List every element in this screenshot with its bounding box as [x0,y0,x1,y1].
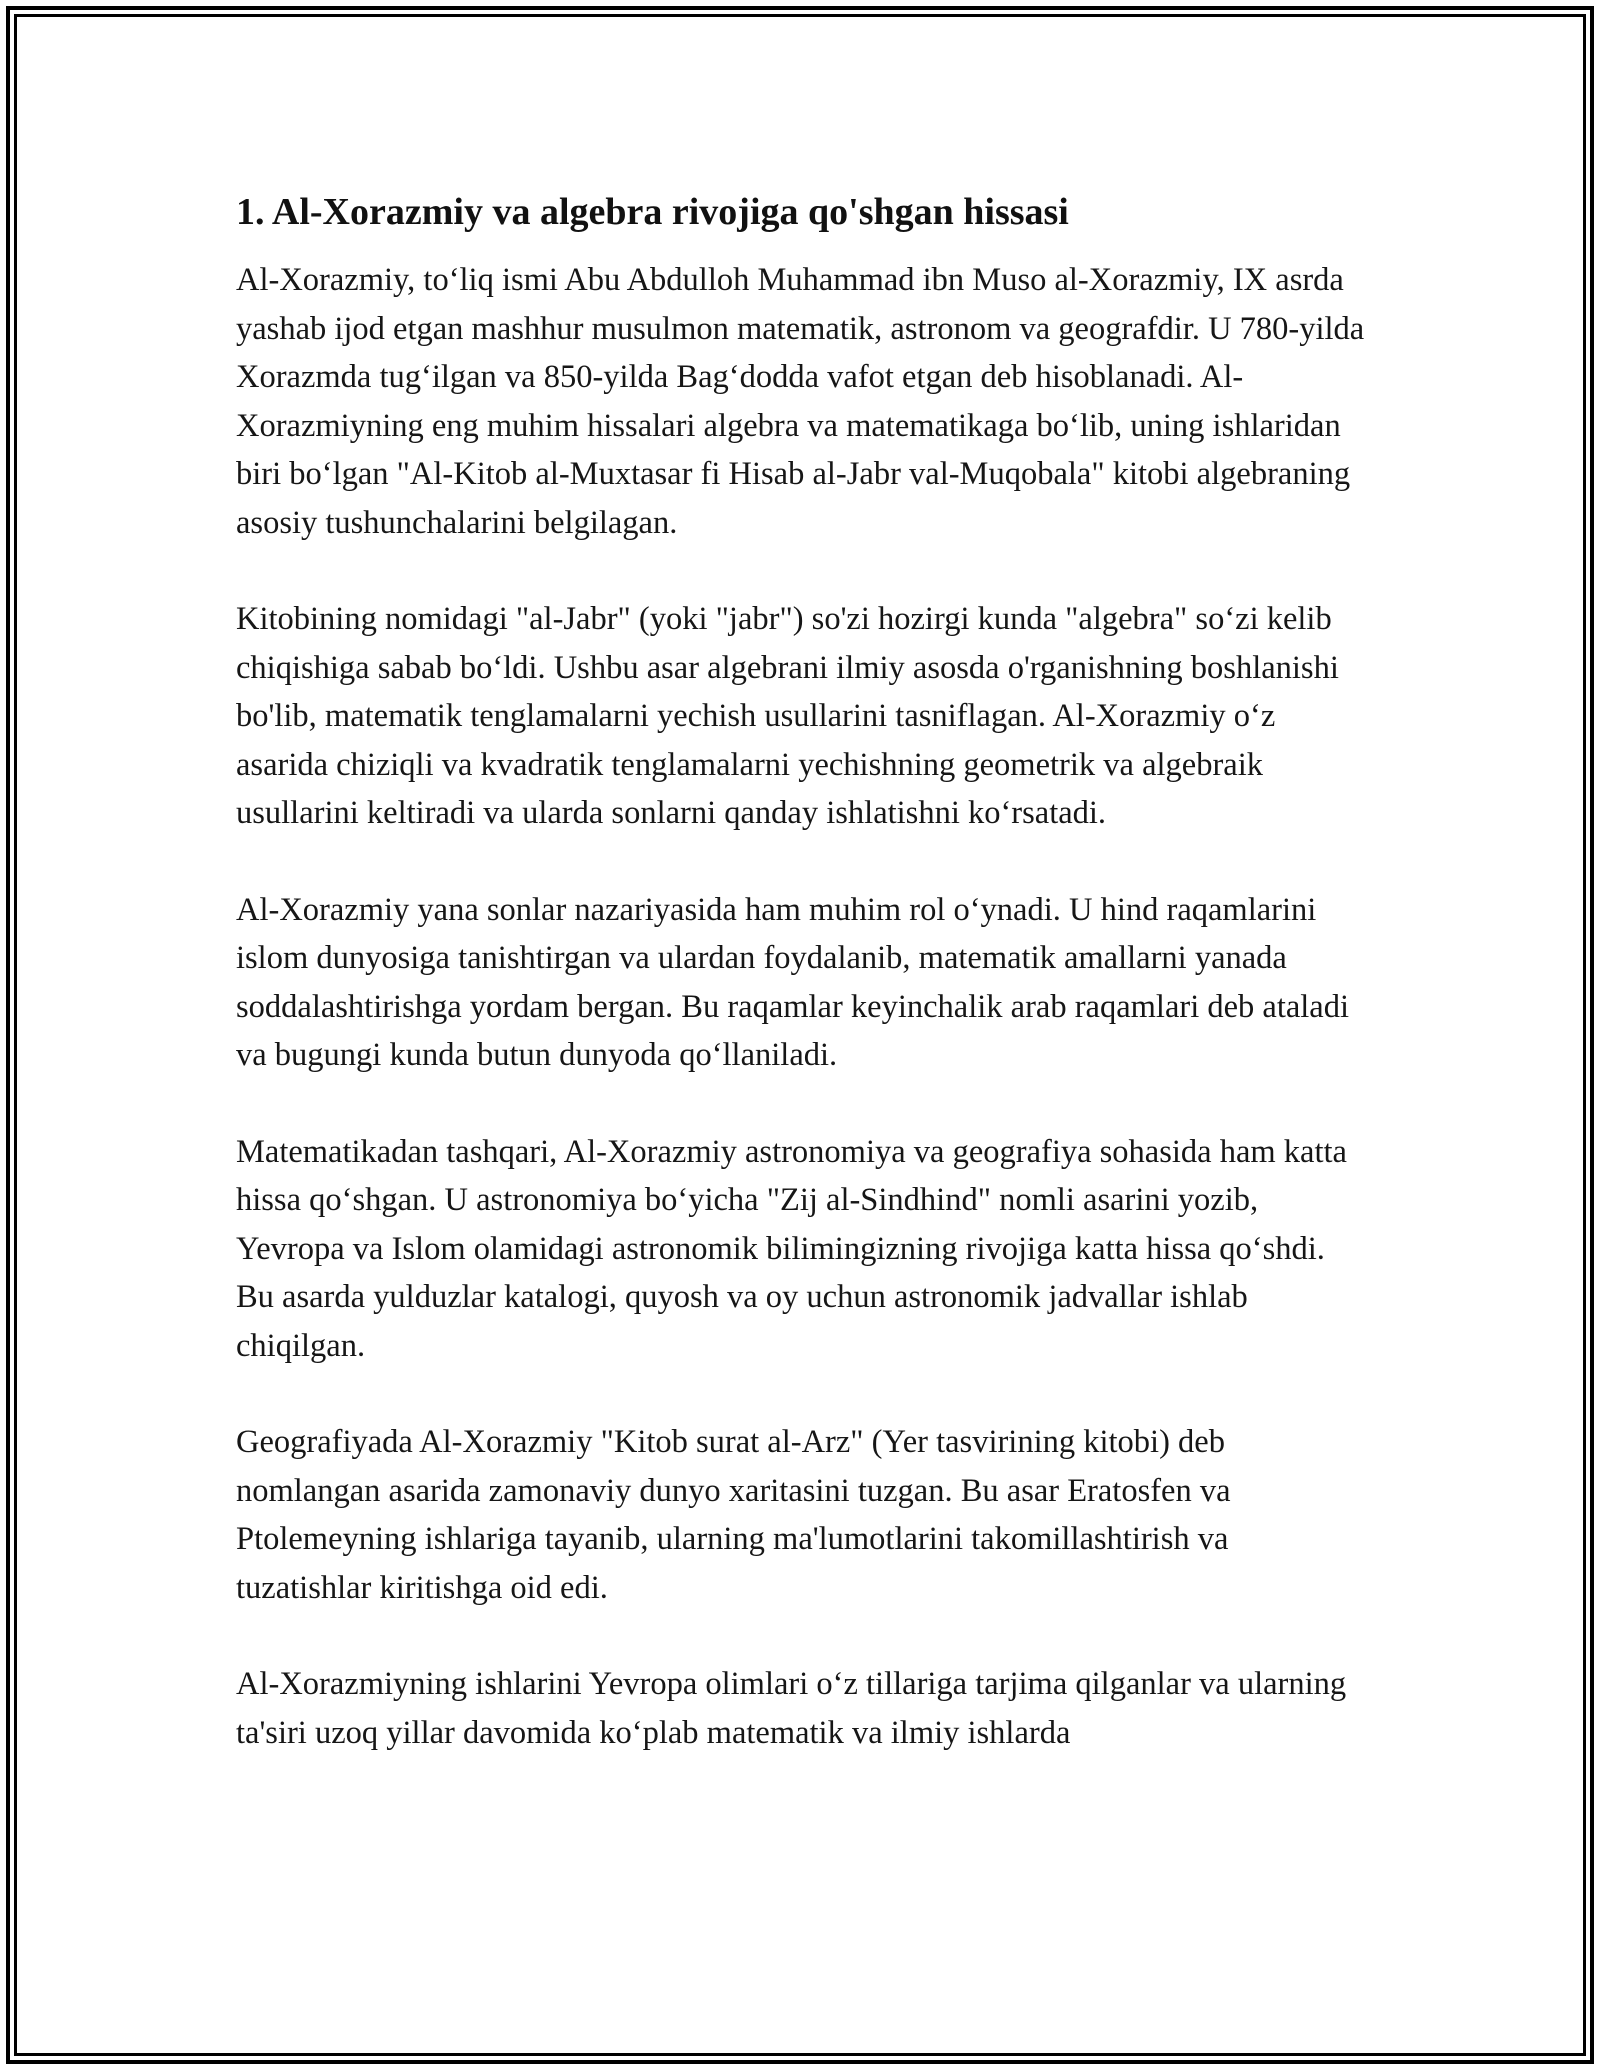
paragraph-geography: Geografiyada Al-Xorazmiy "Kitob surat al-Arz" (Yer tasvirining kitobi) deb nomlangan asarida zamonaviy dunyo xaritasini tuzgan. Bu asar Eratosfen va Ptolemeyning ishlariga tayanib, ularning ma'lumotlarini takomillashtirish va tuzatishlar kiritishga oid edi. [236,1424,1231,1606]
paragraph-european-influence: Al-Xorazmiyning ishlarini Yevropa olimlari o‘z tillariga tarjima qilganlar va ularning ta'siri uzoq yillar davomida ko‘plab matematik va ilmiy ishlarda [236,1666,1347,1751]
paragraph-biography: Al-Xorazmiy, to‘liq ismi Abu Abdulloh Muhammad ibn Muso al-Xorazmiy, IX asrda yashab ijod etgan mashhur musulmon matematik, astronom va geografdir. U 780-yilda Xorazmda tug‘ilgan va 850-yilda Bag‘dodda vafot etgan deb hisoblanadi. Al-Xorazmiyning eng muhim hissalari algebra va matematikaga bo‘lib, uning ishlaridan biri bo‘lgan "Al-Kitob al-Muxtasar fi Hisab al-Jabr val-Muqobala" kitobi algebraning asosiy tushunchalarini belgilagan. [236,262,1365,541]
paragraph-number-theory: Al-Xorazmiy yana sonlar nazariyasida ham muhim rol o‘ynadi. U hind raqamlarini islom dunyosiga tanishtirgan va ulardan foydalanib, matematik amallarni yanada soddalashtirishga yordam bergan. Bu raqamlar keyinchalik arab raqamlari deb ataladi va bugungi kunda butun dunyoda qo‘llaniladi. [236,891,1350,1073]
paragraph-al-jabr: Kitobining nomidagi "al-Jabr" (yoki "jabr") so'zi hozirgi kunda "algebra" so‘zi kelib chiqishiga sabab bo‘ldi. Ushbu asar algebrani ilmiy asosda o'rganishning boshlanishi bo'lib, matematik tenglamalarni yechish usullarini tasniflagan. Al-Xorazmiy o‘z asarida chiziqli va kvadratik tenglamalarni yechishning geometrik va algebraik usullarini keltiradi va ularda sonlarni qanday ishlatishni ko‘rsatadi. [236,601,1339,831]
document-body [236,186,1366,1805]
paragraph-astronomy: Matematikadan tashqari, Al-Xorazmiy astronomiya va geografiya sohasida ham katta hissa qo‘shgan. U astronomiya bo‘yicha "Zij al-Sindhind" nomli asarini yozib, Yevropa va Islom olamidagi astronomik bilimingizning rivojiga katta hissa qo‘shdi. Bu asarda yulduzlar katalogi, quyosh va oy uchun astronomik jadvallar ishlab chiqilgan. [236,1133,1347,1364]
section-heading: 1. Al-Xorazmiy va algebra rivojiga qo'shgan hissasi [236,191,1069,233]
